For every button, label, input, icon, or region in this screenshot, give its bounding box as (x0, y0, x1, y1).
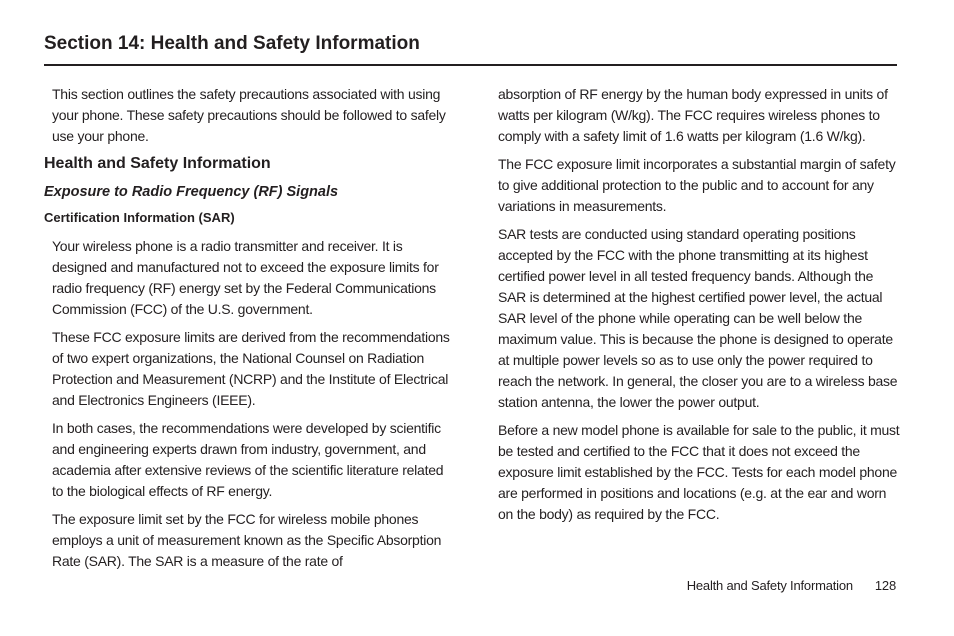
left-column (44, 84, 454, 572)
intro-paragraph: This section outlines the safety precautions associated with using your phone. These safety precautions should be followed to safely use your phone. (52, 86, 446, 144)
title-rule (44, 64, 897, 66)
body-paragraph: Your wireless phone is a radio transmitter and receiver. It is designed and manufactured not to exceed the exposure limits for radio frequency (RF) energy set by the Federal Communications Commission (FCC) of the U.S. government. (52, 238, 439, 317)
body-paragraph: These FCC exposure limits are derived from the recommendations of two expert organizations, the National Counsel on Radiation Protection and Measurement (NCRP) and the Institute of Electrical and Electronics Engineers (IEEE). (52, 329, 450, 408)
section-heading: Health and Safety Information (44, 155, 271, 172)
page-number: 128 (874, 578, 896, 593)
body-paragraph: The exposure limit set by the FCC for wireless mobile phones employs a unit of measurement known as the Specific Absorption Rate (SAR). The SAR is a measure of the rate of (52, 511, 442, 569)
body-paragraph: Before a new model phone is available for sale to the public, it must be tested and certified to the FCC that it does not exceed the exposure limit established by the FCC. Tests for each model phone are performed in positions and locations (e.g. at the ear and worn on the body) as required by the FCC. (498, 422, 900, 522)
subsection-heading: Exposure to Radio Frequency (RF) Signals (44, 184, 339, 200)
section-title: Section 14: Health and Safety Information (44, 33, 420, 54)
body-paragraph: The FCC exposure limit incorporates a substantial margin of safety to give additional protection to the public and to account for any variations in measurements. (498, 156, 896, 214)
subsubsection-heading: Certification Information (SAR) (44, 210, 235, 225)
body-paragraph: SAR tests are conducted using standard operating positions accepted by the FCC with the phone transmitting at its highest certified power level in all tested frequency bands. Although the SAR is determined at the highest certified power level, the actual SAR level of the phone while operating can be well below the maximum value. This is because the phone is designed to operate at multiple power levels so as to use only the power required to reach the network. In general, the closer you are to a wireless base station antenna, the lower the power output. (498, 226, 898, 410)
body-paragraph: In both cases, the recommendations were developed by scientific and engineering experts drawn from industry, government, and academia after extensive reviews of the scientific literature related to the biological effects of RF energy. (52, 420, 444, 499)
right-column (498, 84, 900, 525)
body-paragraph: absorption of RF energy by the human body expressed in units of watts per kilogram (W/kg). The FCC requires wireless phones to comply with a safety limit of 1.6 watts per kilogram (1.6 W/kg). (498, 86, 888, 144)
footer-label: Health and Safety Information (686, 578, 853, 593)
page-footer (687, 578, 896, 593)
